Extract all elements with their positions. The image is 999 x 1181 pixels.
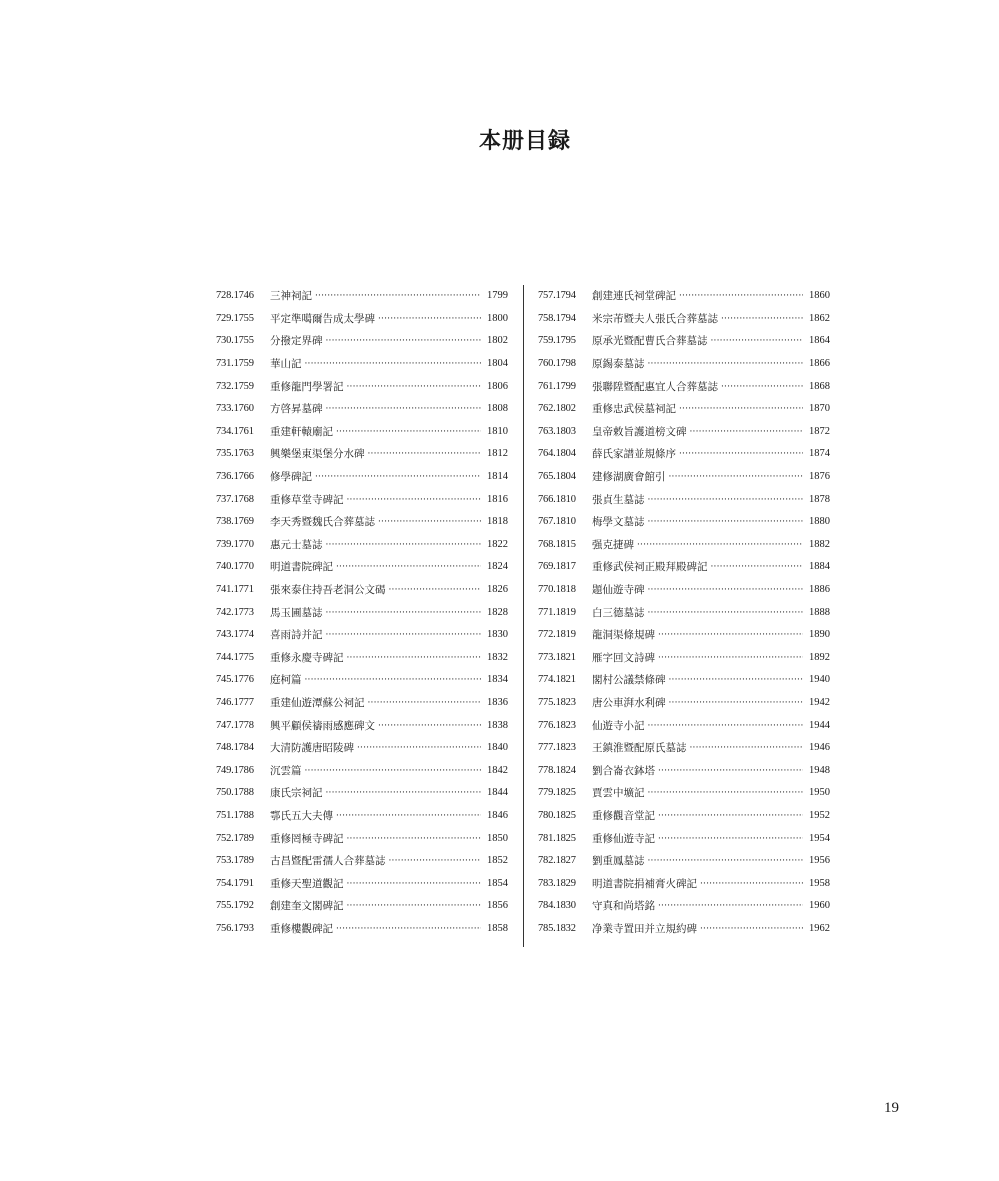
entry-page: 1814: [487, 471, 508, 483]
dot-leader: [326, 335, 482, 347]
dot-leader: [658, 629, 803, 641]
entry-page: 1838: [487, 719, 508, 731]
toc-entry: [216, 782, 508, 805]
entry-number: 739.1770: [216, 538, 254, 550]
toc-entry: [538, 918, 830, 941]
dot-leader: [700, 923, 803, 935]
toc-entry: [538, 353, 830, 376]
dot-leader: [690, 426, 804, 438]
toc-entry: [216, 692, 508, 715]
entry-title: 白三德墓誌: [592, 606, 645, 619]
entry-number: 756.1793: [216, 922, 254, 934]
toc-entry: [538, 895, 830, 918]
entry-page: 1826: [487, 584, 508, 596]
toc-entry: [538, 421, 830, 444]
toc-entry: [216, 375, 508, 398]
dot-leader: [378, 720, 481, 732]
entry-page: 1806: [487, 380, 508, 392]
dot-leader: [648, 584, 804, 596]
entry-page: 1874: [809, 448, 830, 460]
dot-leader: [648, 787, 804, 799]
entry-title: 强克捷碑: [592, 538, 634, 551]
entry-number: 771.1819: [538, 606, 576, 618]
toc-entry: [216, 624, 508, 647]
entry-page: 1828: [487, 606, 508, 618]
dot-leader: [305, 358, 482, 370]
entry-page: 1946: [809, 742, 830, 754]
entry-title: 庭柯篇: [270, 674, 302, 687]
dot-leader: [679, 448, 803, 460]
dot-leader: [347, 652, 482, 664]
entry-title: 重修武侯祠正殿拜殿碑記: [592, 561, 708, 574]
entry-number: 773.1821: [538, 651, 576, 663]
toc-entry: [538, 827, 830, 850]
entry-page: 1878: [809, 493, 830, 505]
entry-page: 1888: [809, 606, 830, 618]
toc-entry: [216, 714, 508, 737]
entry-number: 779.1825: [538, 787, 576, 799]
entry-title: 興樂堡東渠堡分水碑: [270, 448, 365, 461]
entry-number: 758.1794: [538, 312, 576, 324]
entry-page: 1862: [809, 312, 830, 324]
entry-number: 784.1830: [538, 900, 576, 912]
entry-page: 1832: [487, 651, 508, 663]
toc-entry: [216, 601, 508, 624]
entry-page: 1952: [809, 809, 830, 821]
toc-entry: [538, 534, 830, 557]
entry-page: 1866: [809, 358, 830, 370]
toc-entry: [216, 556, 508, 579]
entry-page: 1880: [809, 516, 830, 528]
dot-leader: [669, 471, 804, 483]
entry-title: 重修樓觀碑記: [270, 922, 333, 935]
entry-page: 1810: [487, 425, 508, 437]
entry-page: 1812: [487, 448, 508, 460]
dot-leader: [347, 833, 482, 845]
entry-number: 774.1821: [538, 674, 576, 686]
toc-entry: [216, 895, 508, 918]
toc-entry: [216, 805, 508, 828]
dot-leader: [679, 403, 803, 415]
entry-page: 1858: [487, 922, 508, 934]
entry-number: 765.1804: [538, 471, 576, 483]
entry-title: 劉重鳳墓誌: [592, 855, 645, 868]
entry-number: 764.1804: [538, 448, 576, 460]
toc-entry: [538, 375, 830, 398]
entry-page: 1830: [487, 629, 508, 641]
dot-leader: [648, 516, 804, 528]
entry-number: 785.1832: [538, 922, 576, 934]
entry-page: 1884: [809, 561, 830, 573]
entry-number: 752.1789: [216, 832, 254, 844]
entry-page: 1836: [487, 696, 508, 708]
toc-entry: [216, 759, 508, 782]
page-title: 本册目録: [478, 128, 571, 154]
toc-right-column: [538, 285, 830, 940]
dot-leader: [389, 584, 482, 596]
toc-entry: [538, 579, 830, 602]
entry-title: 原錫泰墓誌: [592, 358, 645, 371]
entry-page: 1954: [809, 832, 830, 844]
entry-number: 729.1755: [216, 312, 254, 324]
entry-page: 1799: [487, 290, 508, 302]
entry-page: 1804: [487, 358, 508, 370]
toc-entry: [538, 601, 830, 624]
dot-leader: [347, 900, 482, 912]
toc-entry: [216, 827, 508, 850]
entry-title: 重修觀音堂記: [592, 809, 655, 822]
entry-page: 1846: [487, 809, 508, 821]
entry-title: 康氏宗祠記: [270, 787, 323, 800]
entry-page: 1962: [809, 922, 830, 934]
dot-leader: [669, 697, 804, 709]
entry-number: 744.1775: [216, 651, 254, 663]
dot-leader: [336, 810, 481, 822]
entry-page: 1872: [809, 425, 830, 437]
entry-title: 薛氏家譜並規條序: [592, 448, 676, 461]
entry-page: 1892: [809, 651, 830, 663]
entry-title: 修學碑記: [270, 471, 312, 484]
dot-leader: [326, 629, 482, 641]
toc-entry: [216, 421, 508, 444]
entry-title: 方啓昇墓碑: [270, 403, 323, 416]
entry-title: 原承光暨配曹氏合葬墓誌: [592, 335, 708, 348]
dot-leader: [648, 358, 804, 370]
entry-title: 龍洞渠條規碑: [592, 629, 655, 642]
dot-leader: [648, 494, 804, 506]
toc-entry: [538, 872, 830, 895]
entry-number: 728.1746: [216, 290, 254, 302]
entry-page: 1808: [487, 403, 508, 415]
entry-title: 三神祠記: [270, 290, 312, 303]
entry-page: 1864: [809, 335, 830, 347]
toc-entry: [216, 918, 508, 941]
dot-leader: [721, 313, 803, 325]
entry-number: 768.1815: [538, 538, 576, 550]
toc-entry: [216, 872, 508, 895]
dot-leader: [658, 652, 803, 664]
toc-entry: [216, 353, 508, 376]
dot-leader: [700, 878, 803, 890]
table-of-contents: [216, 285, 830, 947]
entry-page: 1800: [487, 312, 508, 324]
dot-leader: [679, 290, 803, 302]
entry-page: 1960: [809, 900, 830, 912]
entry-number: 781.1825: [538, 832, 576, 844]
dot-leader: [347, 494, 482, 506]
entry-number: 751.1788: [216, 809, 254, 821]
entry-page: 1818: [487, 516, 508, 528]
dot-leader: [389, 855, 482, 867]
entry-title: 賈雲中壙記: [592, 787, 645, 800]
entry-title: 重修罔極寺碑記: [270, 832, 344, 845]
toc-entry: [216, 669, 508, 692]
entry-page: 1868: [809, 380, 830, 392]
entry-page: 1942: [809, 696, 830, 708]
entry-number: 769.1817: [538, 561, 576, 573]
entry-number: 743.1774: [216, 629, 254, 641]
dot-leader: [378, 313, 481, 325]
entry-number: 732.1759: [216, 380, 254, 392]
entry-page: 1854: [487, 877, 508, 889]
entry-number: 757.1794: [538, 290, 576, 302]
dot-leader: [326, 607, 482, 619]
toc-entry: [538, 488, 830, 511]
entry-number: 750.1788: [216, 787, 254, 799]
entry-number: 731.1759: [216, 358, 254, 370]
entry-title: 皇帝敕旨護道榜文碑: [592, 425, 687, 438]
entry-title: 創建連氏祠堂碑記: [592, 290, 676, 303]
toc-entry: [538, 285, 830, 308]
entry-title: 仙遊寺小記: [592, 719, 645, 732]
entry-page: 1850: [487, 832, 508, 844]
dot-leader: [711, 561, 804, 573]
toc-left-column: [216, 285, 508, 940]
toc-entry: [538, 308, 830, 331]
entry-number: 760.1798: [538, 358, 576, 370]
toc-entry: [216, 488, 508, 511]
entry-page: 1840: [487, 742, 508, 754]
entry-page: 1860: [809, 290, 830, 302]
dot-leader: [721, 381, 803, 393]
toc-entry: [538, 466, 830, 489]
entry-title: 題仙遊寺碑: [592, 584, 645, 597]
entry-page: 1842: [487, 764, 508, 776]
entry-title: 興平顧侯禱雨感應碑文: [270, 719, 375, 732]
dot-leader: [711, 335, 804, 347]
entry-number: 733.1760: [216, 403, 254, 415]
entry-number: 730.1755: [216, 335, 254, 347]
entry-page: 1844: [487, 787, 508, 799]
entry-page: 1950: [809, 787, 830, 799]
entry-page: 1802: [487, 335, 508, 347]
dot-leader: [690, 742, 804, 754]
toc-entry: [216, 850, 508, 873]
toc-entry: [538, 443, 830, 466]
entry-title: 沉雲篇: [270, 764, 302, 777]
toc-entry: [216, 398, 508, 421]
toc-entry: [538, 511, 830, 534]
entry-number: 770.1818: [538, 584, 576, 596]
entry-number: 775.1823: [538, 696, 576, 708]
toc-entry: [538, 805, 830, 828]
entry-title: 馬玉圃墓誌: [270, 606, 323, 619]
dot-leader: [368, 448, 482, 460]
entry-page: 1822: [487, 538, 508, 550]
entry-number: 747.1778: [216, 719, 254, 731]
entry-title: 守真和尚塔銘: [592, 900, 655, 913]
dot-leader: [347, 381, 482, 393]
entry-title: 重修草堂寺碑記: [270, 493, 344, 506]
entry-page: 1886: [809, 584, 830, 596]
dot-leader: [637, 539, 803, 551]
entry-page: 1944: [809, 719, 830, 731]
entry-number: 735.1763: [216, 448, 254, 460]
entry-page: 1876: [809, 471, 830, 483]
entry-title: 王鎮淮暨配原氏墓誌: [592, 742, 687, 755]
toc-entry: [538, 850, 830, 873]
dot-leader: [315, 290, 481, 302]
toc-entry: [216, 330, 508, 353]
entry-number: 780.1825: [538, 809, 576, 821]
entry-number: 736.1766: [216, 471, 254, 483]
dot-leader: [368, 697, 482, 709]
entry-number: 766.1810: [538, 493, 576, 505]
dot-leader: [658, 833, 803, 845]
entry-page: 1948: [809, 764, 830, 776]
entry-number: 759.1795: [538, 335, 576, 347]
entry-number: 738.1769: [216, 516, 254, 528]
toc-entry: [216, 443, 508, 466]
entry-title: 重建軒轅廟記: [270, 425, 333, 438]
entry-number: 749.1786: [216, 764, 254, 776]
toc-entry: [538, 737, 830, 760]
dot-leader: [658, 900, 803, 912]
dot-leader: [336, 426, 481, 438]
entry-page: 1958: [809, 877, 830, 889]
entry-title: 李天秀暨魏氏合葬墓誌: [270, 516, 375, 529]
dot-leader: [336, 561, 481, 573]
entry-title: 張來泰住持吾老洞公文碣: [270, 584, 386, 597]
entry-number: 761.1799: [538, 380, 576, 392]
entry-number: 754.1791: [216, 877, 254, 889]
dot-leader: [648, 720, 804, 732]
toc-entry: [538, 782, 830, 805]
toc-entry: [216, 285, 508, 308]
entry-title: 分撥定界碑: [270, 335, 323, 348]
entry-number: 734.1761: [216, 425, 254, 437]
entry-title: 唐公車湃水利碑: [592, 696, 666, 709]
entry-title: 張聯陞暨配惠宜人合葬墓誌: [592, 380, 718, 393]
dot-leader: [658, 810, 803, 822]
entry-title: 明道書院捐補膏火碑記: [592, 877, 697, 890]
entry-title: 重修仙遊寺記: [592, 832, 655, 845]
entry-page: 1870: [809, 403, 830, 415]
entry-title: 建修湖廣會館引: [592, 471, 666, 484]
toc-entry: [538, 669, 830, 692]
entry-number: 763.1803: [538, 425, 576, 437]
dot-leader: [378, 516, 481, 528]
page-number: 19: [884, 1100, 899, 1116]
entry-title: 大清防護唐昭陵碑: [270, 742, 354, 755]
entry-number: 755.1792: [216, 900, 254, 912]
entry-title: 净業寺置田并立規約碑: [592, 922, 697, 935]
toc-entry: [216, 511, 508, 534]
entry-title: 華山記: [270, 358, 302, 371]
dot-leader: [658, 765, 803, 777]
entry-number: 778.1824: [538, 764, 576, 776]
entry-number: 737.1768: [216, 493, 254, 505]
dot-leader: [347, 878, 482, 890]
column-divider: [523, 285, 524, 947]
entry-number: 772.1819: [538, 629, 576, 641]
toc-entry: [216, 308, 508, 331]
dot-leader: [305, 765, 482, 777]
entry-title: 重修忠武侯墓祠記: [592, 403, 676, 416]
dot-leader: [315, 471, 481, 483]
toc-entry: [538, 647, 830, 670]
entry-title: 重修天聖道觀記: [270, 877, 344, 890]
dot-leader: [669, 674, 804, 686]
entry-title: 平定準噶爾告成太學碑: [270, 312, 375, 325]
entry-number: 745.1776: [216, 674, 254, 686]
entry-title: 重修龍門學署記: [270, 380, 344, 393]
entry-number: 746.1777: [216, 696, 254, 708]
toc-entry: [538, 398, 830, 421]
toc-entry: [216, 737, 508, 760]
entry-number: 767.1810: [538, 516, 576, 528]
entry-page: 1956: [809, 855, 830, 867]
entry-page: 1824: [487, 561, 508, 573]
entry-title: 創建奎文閣碑記: [270, 900, 344, 913]
entry-title: 古昌暨配雷孺人合葬墓誌: [270, 855, 386, 868]
toc-entry: [216, 647, 508, 670]
entry-title: 重建仙遊潭蘇公祠記: [270, 696, 365, 709]
toc-entry: [538, 692, 830, 715]
toc-entry: [216, 466, 508, 489]
toc-entry: [538, 714, 830, 737]
entry-title: 米宗芾暨夫人張氏合葬墓誌: [592, 312, 718, 325]
toc-entry: [538, 556, 830, 579]
entry-page: 1940: [809, 674, 830, 686]
entry-number: 776.1823: [538, 719, 576, 731]
entry-number: 762.1802: [538, 403, 576, 415]
toc-entry: [538, 624, 830, 647]
entry-page: 1882: [809, 538, 830, 550]
entry-number: 741.1771: [216, 584, 254, 596]
entry-title: 閣村公議禁條碑: [592, 674, 666, 687]
toc-entry: [216, 579, 508, 602]
dot-leader: [326, 787, 482, 799]
entry-page: 1816: [487, 493, 508, 505]
dot-leader: [357, 742, 481, 754]
entry-title: 張貞生墓誌: [592, 493, 645, 506]
entry-title: 明道書院碑記: [270, 561, 333, 574]
entry-title: 劉合崙衣鉢塔: [592, 764, 655, 777]
toc-entry: [538, 759, 830, 782]
dot-leader: [648, 855, 804, 867]
toc-entry: [538, 330, 830, 353]
entry-title: 鄠氏五大夫傳: [270, 809, 333, 822]
entry-number: 742.1773: [216, 606, 254, 618]
entry-number: 753.1789: [216, 855, 254, 867]
dot-leader: [336, 923, 481, 935]
entry-page: 1834: [487, 674, 508, 686]
entry-title: 重修永慶寺碑記: [270, 651, 344, 664]
entry-title: 雁字回文詩碑: [592, 651, 655, 664]
dot-leader: [326, 539, 482, 551]
entry-page: 1852: [487, 855, 508, 867]
dot-leader: [648, 607, 804, 619]
entry-title: 喜雨詩并記: [270, 629, 323, 642]
entry-page: 1890: [809, 629, 830, 641]
entry-page: 1856: [487, 900, 508, 912]
dot-leader: [326, 403, 482, 415]
dot-leader: [305, 674, 482, 686]
entry-number: 740.1770: [216, 561, 254, 573]
toc-entry: [216, 534, 508, 557]
entry-number: 782.1827: [538, 855, 576, 867]
entry-title: 梅學文墓誌: [592, 516, 645, 529]
entry-number: 748.1784: [216, 742, 254, 754]
entry-number: 783.1829: [538, 877, 576, 889]
entry-title: 惠元士墓誌: [270, 538, 323, 551]
entry-number: 777.1823: [538, 742, 576, 754]
